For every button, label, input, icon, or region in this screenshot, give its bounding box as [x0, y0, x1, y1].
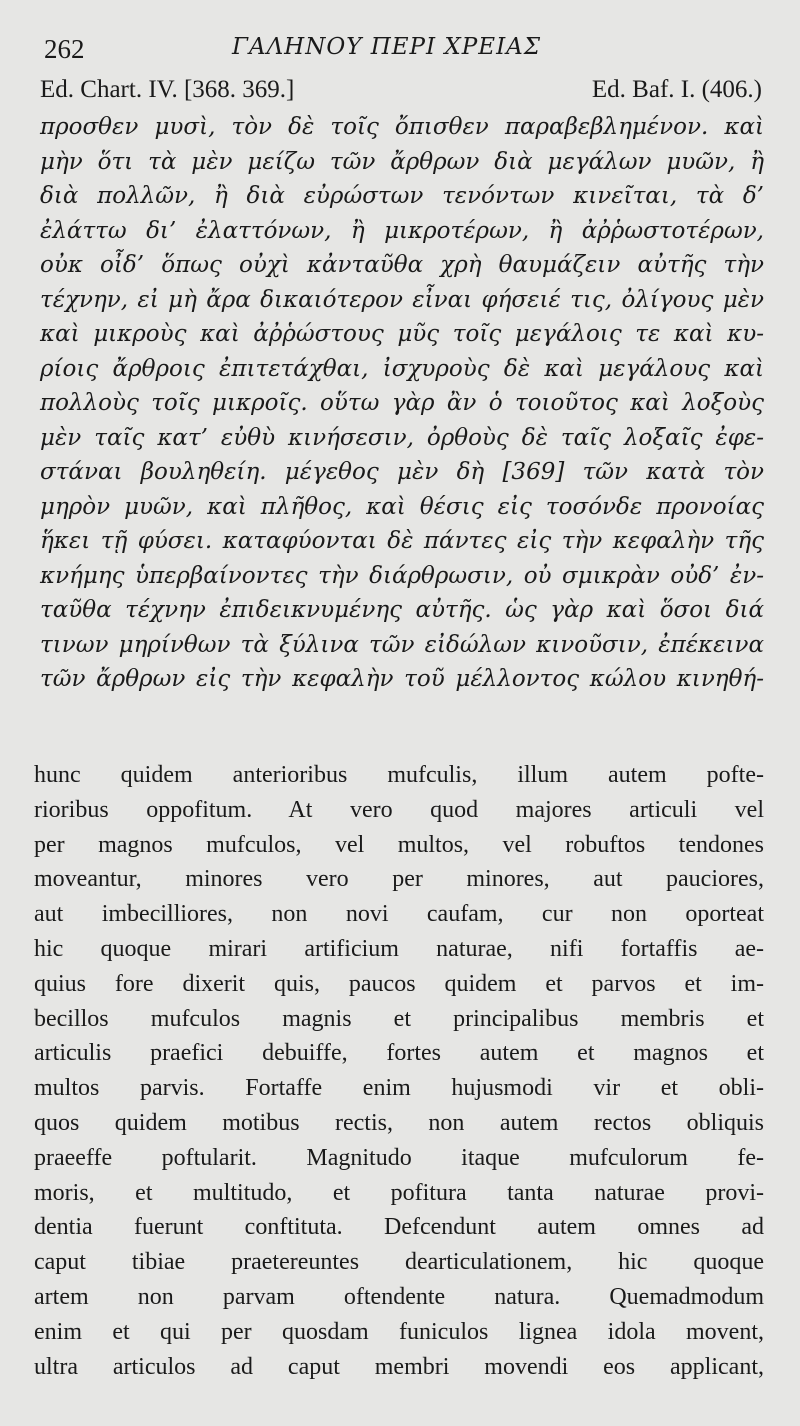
greek-line: κνήμης ὑπερβαίνοντες τὴν διάρθρωσιν, οὐ σμικρὰν οὐδ’ ἐν- [40, 562, 764, 589]
greek-line: τῶν ἄρθρων εἰς τὴν κεφαλὴν τοῦ μέλλοντος κώλου κινηθή- [40, 666, 764, 692]
edition-reference-left: Ed. Chart. IV. [368. 369.] [40, 76, 295, 103]
latin-line: dentia fuerunt conftituta. Defcendunt autem omnes ad [34, 1214, 764, 1241]
greek-line: μὲν ταῖς κατ’ εὐθὺ κινήσεσιν, ὀρθοὺς δὲ ταῖς λοξαῖς ἐφε- [40, 424, 764, 451]
greek-line: μηρὸν μυῶν, καὶ πλῆθος, καὶ θέσις εἰς τοσόνδε προνοίας [40, 493, 764, 520]
greek-line: ρίοις ἄρθροις ἐπιτετάχθαι, ἰσχυροὺς δὲ καὶ μεγάλους καὶ [40, 355, 764, 382]
latin-line: articulis praefici debuiffe, fortes autem et magnos et [34, 1040, 764, 1067]
latin-line: moveantur, minores vero per minores, aut pauciores, [34, 866, 764, 893]
latin-line: multos parvis. Fortaffe enim hujusmodi vir et obli- [34, 1075, 764, 1102]
greek-line: ἐλάττω δι’ ἐλαττόνων, ἢ μικροτέρων, ἢ ἀῤῥωστοτέρων, [40, 217, 764, 244]
latin-text-block [34, 758, 764, 1384]
greek-line: τέχνην, εἰ μὴ ἄρα δικαιότερον εἶναι φήσειέ τις, ὀλίγους μὲν [40, 286, 764, 313]
latin-line: becillos mufculos magnis et principalibus membris et [34, 1005, 764, 1032]
greek-line: οὐκ οἶδ’ ὅπως οὐχὶ κἀνταῦθα χρὴ θαυμάζειν αὐτῆς τὴν [40, 252, 764, 278]
latin-line: ultra articulos ad caput membri movendi eos applicant, [34, 1353, 764, 1380]
latin-line: quius fore dixerit quis, paucos quidem et parvos et im- [34, 970, 764, 997]
latin-line: moris, et multitudo, et pofitura tanta naturae provi- [34, 1179, 764, 1206]
greek-line: πολλοὺς τοῖς μικροῖς. οὕτω γὰρ ἂν ὁ τοιοῦτος καὶ λοξοὺς [40, 390, 764, 416]
greek-line: ἥκει τῇ φύσει. καταφύονται δὲ πάντες εἰς τὴν κεφαλὴν τῆς [40, 528, 764, 554]
latin-line: enim et qui per quosdam funiculos lignea idola movent, [34, 1318, 764, 1345]
greek-line: καὶ μικροὺς καὶ ἀῤῥώστους μῦς τοῖς μεγάλοις τε καὶ κυ- [40, 321, 764, 347]
latin-line: caput tibiae praetereuntes dearticulationem, hic quoque [34, 1249, 764, 1276]
greek-line: στάναι βουληθείη. μέγεθος μὲν δὴ [369] τῶν κατὰ τὸν [40, 459, 764, 485]
page-number: 262 [44, 34, 85, 64]
page-header [0, 0, 800, 110]
greek-text-block [40, 110, 764, 697]
latin-line: rioribus oppofitum. At vero quod majores articuli vel [34, 796, 764, 823]
latin-line: per magnos mufculos, vel multos, vel robuftos tendones [34, 831, 764, 858]
latin-line: artem non parvam oftendente natura. Quemadmodum [34, 1283, 764, 1310]
greek-line: μὴν ὅτι τὰ μὲν μείζω τῶν ἄρθρων διὰ μεγάλων μυῶν, ἢ [40, 148, 764, 175]
latin-line: hunc quidem anterioribus mufculis, illum autem pofte- [34, 762, 764, 788]
running-title: ΓΑΛΗΝΟΥ ΠΕΡΙ ΧΡΕΙΑΣ [232, 34, 542, 60]
edition-reference-right: Ed. Baf. I. (406.) [591, 76, 762, 103]
greek-line: ταῦθα τέχνην ἐπιδεικνυμένης αὐτῆς. ὡς γὰρ καὶ ὅσοι διά [40, 597, 764, 623]
greek-line: διὰ πολλῶν, ἢ διὰ εὐρώστων τενόντων κινεῖται, τὰ δ’ [40, 183, 764, 209]
latin-line: aut imbecilliores, non novi caufam, cur non oporteat [34, 901, 764, 928]
latin-line: quos quidem motibus rectis, non autem rectos obliquis [34, 1109, 764, 1136]
greek-line: προσθεν μυσὶ, τὸν δὲ τοῖς ὄπισθεν παραβεβλημένον. καὶ [40, 114, 764, 140]
latin-line: praeeffe poftularit. Magnitudo itaque mufculorum fe- [34, 1144, 764, 1171]
latin-line: hic quoque mirari artificium naturae, nifi fortaffis ae- [34, 935, 764, 962]
greek-line: τινων μηρίνθων τὰ ξύλινα τῶν εἰδώλων κινοῦσιν, ἐπέκεινα [40, 631, 764, 658]
